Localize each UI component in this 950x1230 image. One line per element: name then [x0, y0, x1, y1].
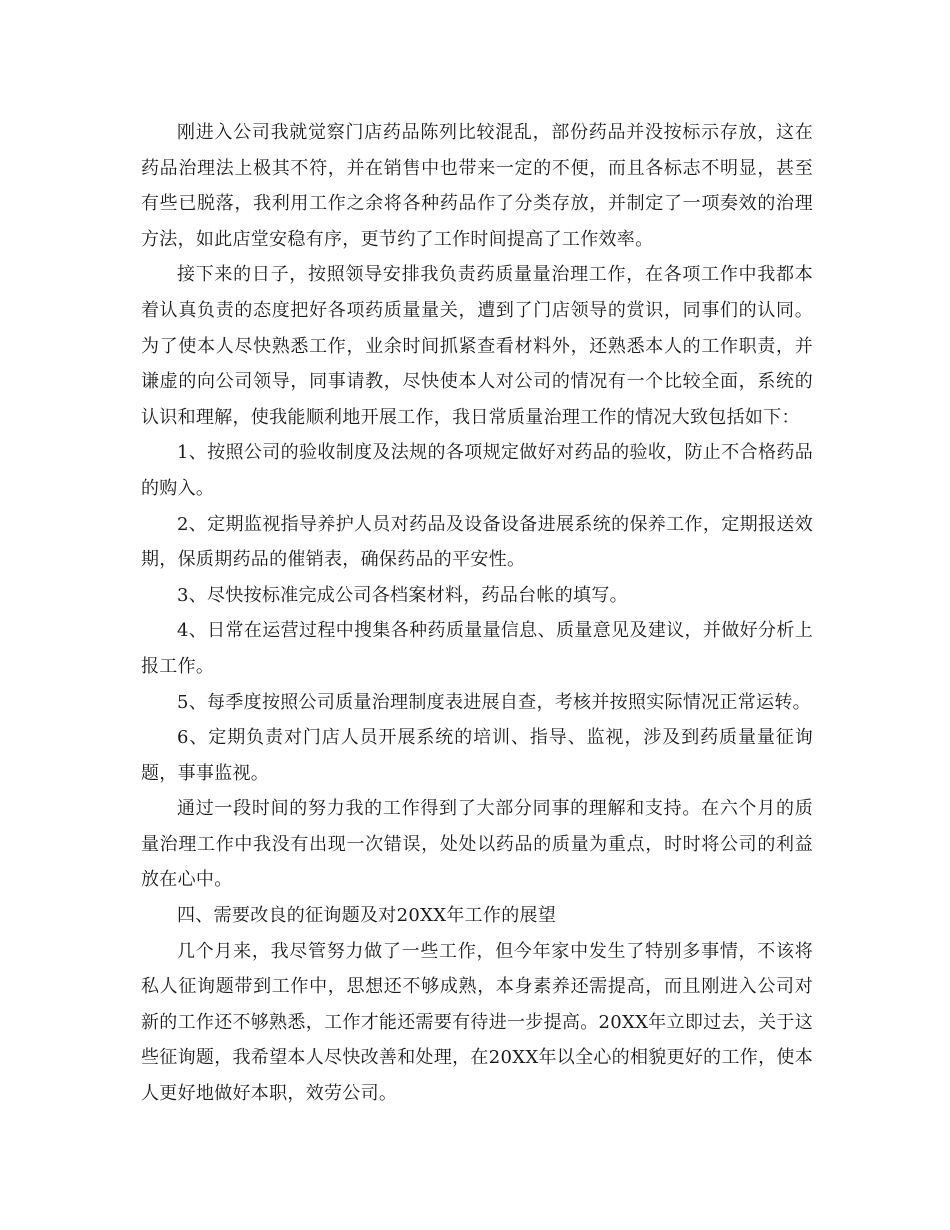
list-item-4: 4、日常在运营过程中搜集各种药质量量信息、质量意见及建议，并做好分析上报工作。: [141, 620, 813, 677]
paragraph-store-display: 刚进入公司我就觉察门店药品陈列比较混乱，部份药品并没按标示存放，这在药品治理法上极其不符，并在销售中也带来一定的不便，而且各标志不明显，甚至有些已脱落，我利用工作之余将各种药品作了分类存放，并制定了一项奏效的治理方法，如此店堂安稳有序，更节约了工作时间提高了工作效率。: [141, 122, 813, 250]
list-item-6: 6、定期负责对门店人员开展系统的培训、指导、监视，涉及到药质量量征询题，事事监视。: [141, 727, 813, 784]
section-heading-improvements: 四、需要改良的征询题及对20XX年工作的展望: [177, 905, 557, 927]
paragraph-outlook: 几个月来，我尽管努力做了一些工作，但今年家中发生了特别多事情，不该将私人征询题带到工作中，思想还不够成熟，本身素养还需提高，而且刚进入公司对新的工作还不够熟悉，工作才能还需要有待进一步提高。20XX年立即过去，关于这些征询题，我希望本人尽快改善和处理，在20XX年以全心的相貌更好的工作，使本人更好地做好本职，效劳公司。: [141, 940, 813, 1105]
list-item-2: 2、定期监视指导养护人员对药品及设备设备进展系统的保养工作，定期报送效期，保质期药品的催销表，确保药品的平安性。: [141, 513, 813, 571]
document-body: [141, 115, 813, 1112]
paragraph-quality-management: 接下来的日子，按照领导安排我负责药质量量治理工作，在各项工作中我都本着认真负责的态度把好各项药质量量关，遭到了门店领导的赏识，同事们的认同。为了使本人尽快熟悉工作，业余时间抓紧查看材料外，还熟悉本人的工作职责，并谦虚的向公司领导，同事请教，尽快使本人对公司的情况有一个比较全面，系统的认识和理解，使我能顺利地开展工作，我日常质量治理工作的情况大致包括如下：: [141, 264, 813, 428]
list-item-1: 1、按照公司的验收制度及法规的各项规定做好对药品的验收，防止不合格药品的购入。: [141, 442, 813, 499]
paragraph-achievements: 通过一段时间的努力我的工作得到了大部分同事的理解和支持。在六个月的质量治理工作中我没有出现一次错误，处处以药品的质量为重点，时时将公司的利益放在心中。: [141, 798, 813, 891]
list-item-5: 5、每季度按照公司质量治理制度表进展自查，考核并按照实际情况正常运转。: [177, 691, 811, 713]
list-item-3: 3、尽快按标准完成公司各档案材料，药品台帐的填写。: [177, 584, 628, 606]
